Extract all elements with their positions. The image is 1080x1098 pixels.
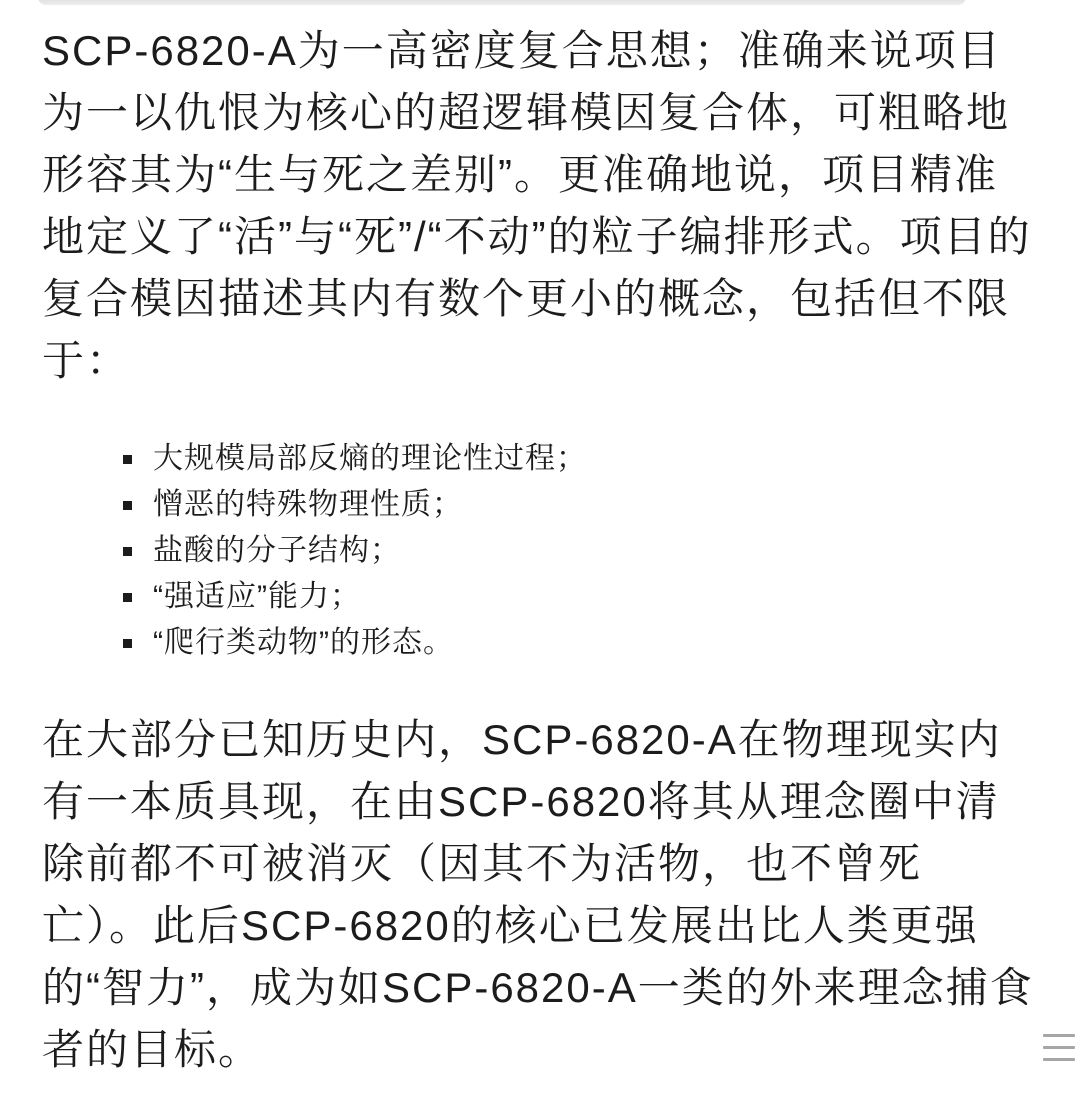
list-item-text: “强适应”能力；	[153, 580, 361, 613]
paragraph-line: 除前都不可被消灭（因其不为活物，也不曾死	[42, 840, 923, 887]
paragraph-line: 形容其为“生与死之差别”。更准确地说，项目精准	[42, 151, 998, 198]
paragraph-line: 有一本质具现，在由SCP-6820将其从理念圈中清	[42, 778, 1000, 825]
list-item-text: 大规模局部反熵的理论性过程；	[153, 442, 587, 475]
square-bullet-icon	[123, 593, 132, 602]
list-item	[120, 436, 1020, 482]
square-bullet-icon	[123, 547, 132, 556]
concept-list	[120, 436, 1020, 666]
list-item	[120, 482, 1020, 528]
square-bullet-icon	[123, 639, 132, 648]
list-item-text: “爬行类动物”的形态。	[153, 626, 454, 659]
list-item-text: 盐酸的分子结构；	[153, 534, 401, 567]
paragraph-line: 者的目标。	[42, 1026, 263, 1073]
paragraph-line: 为一以仇恨为核心的超逻辑模因复合体，可粗略地	[42, 89, 1011, 136]
previous-block-edge	[38, 0, 966, 5]
history-paragraph	[42, 709, 1074, 1081]
list-item	[120, 574, 1020, 620]
paragraph-line: 亡）。此后SCP-6820的核心已发展出比人类更强	[42, 902, 979, 949]
square-bullet-icon	[123, 455, 132, 464]
menu-button[interactable]	[1042, 1030, 1076, 1064]
square-bullet-icon	[123, 501, 132, 510]
paragraph-line: 复合模因描述其内有数个更小的概念，包括但不限	[42, 275, 1011, 322]
paragraph-line: 于：	[42, 337, 131, 384]
list-item	[120, 620, 1020, 666]
paragraph-line: 的“智力”，成为如SCP-6820-A一类的外来理念捕食	[42, 964, 1034, 1011]
hamburger-menu-icon	[1042, 1030, 1076, 1064]
paragraph-line: 地定义了“活”与“死”/“不动”的粒子编排形式。项目的	[42, 213, 1032, 260]
paragraph-line: SCP-6820-A为一高密度复合思想；准确来说项目	[42, 27, 1002, 74]
intro-paragraph	[42, 20, 1074, 392]
list-item	[120, 528, 1020, 574]
paragraph-line: 在大部分已知历史内，SCP-6820-A在物理现实内	[42, 716, 1002, 763]
list-item-text: 憎恶的特殊物理性质；	[153, 488, 463, 521]
